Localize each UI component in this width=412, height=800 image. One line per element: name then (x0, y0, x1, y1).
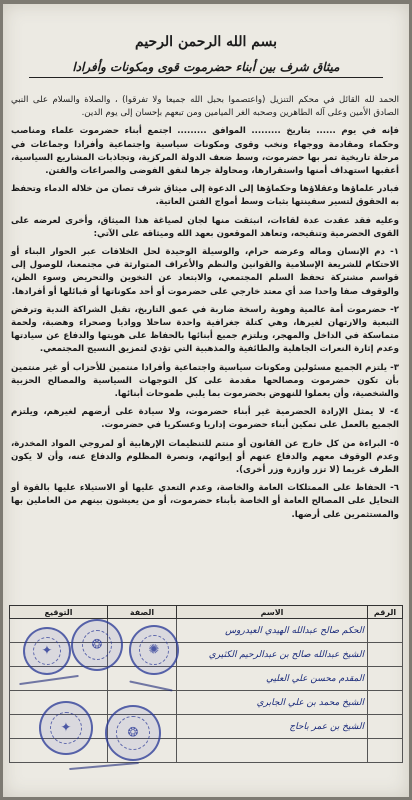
row-number (368, 643, 403, 667)
row-number (368, 739, 403, 763)
row-number (368, 667, 403, 691)
header-name: الاسم (177, 606, 368, 619)
row-name: المقدم محسن علي العليي (177, 667, 368, 691)
table-row (10, 667, 403, 691)
official-stamp-1 (23, 627, 71, 675)
signature-area (9, 605, 403, 795)
initiative-paragraph: فبادر علماؤها وعقلاؤها وحكماؤها إلى الدعوة إلى ميثاق شرف تصان من خلاله الدماء وتحفظ به الحقوق لتسير سفينتها بثبات وسط أمواج الفتن العاتية. (11, 184, 399, 208)
signature-table-header (10, 606, 403, 619)
charter-document (3, 4, 409, 797)
article-6: ٦- الحفاظ على الممتلكات العامة والخاصة، وعدم التعدي عليها أو الاستيلاء عليها بالقوة أو التحايل على المصالح العامة أو الخاصة بأبناء حضرموت، أو من يعيشون بينهم من العاملين بها والمستثمرين على أرضها. (11, 483, 399, 520)
article-3: ٣- يلتزم الجميع مسئولين ومكونات سياسية واجتماعية وأفرادا منتمين للأحزاب أو غير منتمين بأن تكون حضرموت ومصالحها مقدمة على كل التوجهات السياسية والمصالح الحزبية والشخصية، وأن يعملوا للنهوض بحضرموت بما يلبي طموحات أبنائها. (11, 362, 399, 400)
emblem-icon: ❂ (127, 725, 139, 741)
row-name: الشيخ محمد بن علي الجابري (177, 691, 368, 715)
article-4: ٤- لا يمثل الإرادة الحضرمية غير أبناء حضرموت، ولا سيادة على أرضهم لغيرهم، ويلتزم الجميع بالعمل على تمكين أبناء حضرموت إداريا وعسكريا في حضرموت. (11, 407, 399, 431)
preamble-paragraph: الحمد لله القائل في محكم التنزيل (واعتصموا بحبل الله جميعا ولا تفرقوا) ، والصلاة والسلام على النبي الصادق الأمين وعلى آله الطاهرين وصحبه الغر الميامين ومن تبعهم بإحسان إلى يوم الدين. (11, 95, 399, 119)
document-title: ميثاق شرف بين أبناء حضرموت قوى ومكونات وأفرادا (29, 60, 383, 78)
row-name: الحكم صالح عبدالله الهيدي العيدروس (177, 619, 368, 643)
row-number (368, 619, 403, 643)
row-name (177, 739, 368, 763)
row-name: الشيخ عبدالله صالح بن عبدالرحيم الكثيري (177, 643, 368, 667)
emblem-icon: ❂ (91, 637, 103, 653)
header-signature: التوقيع (10, 606, 108, 619)
basmala-heading: بسم الله الرحمن الرحيم (135, 34, 277, 50)
meeting-paragraph: فإنه في يوم ...... بتاريخ ......... الموافق ......... اجتمع أبناء حضرموت علماء ومناصب وحكماء ومقادمة ووجهاء ونخب وقوى ومكونات سياسية واجتماعية وأفرادا وجماعات في مرحلة تاريخية تمر بها حضرموت، وسط ضعف الدولة المركزية، وتجاذبات المشاريع السياسية، أعقبها استهداف أمنها واستقرارها، ومحاولة جرها لنفق الفوضى والصراعات والفتن. (11, 126, 399, 177)
official-stamp-2 (71, 619, 123, 671)
article-2: ٢- حضرموت أمة عالمية وهوية راسخة ضاربة في عمق التاريخ، تقبل الشراكة الندية وترفض التبعية والارتهان لغيرها، وهي كتلة جغرافية واحدة ساحلا وواديا وصحراء وهضبة، ولحمة متماسكة في الداخل والمهجر، ويلتزم جميع أبنائها بالحفاظ على هويتها والدفاع عن سيادتها وعدم إثارة النعرات الجاهلية والطائفية والمذهبية التي تؤدي لتمزيق النسيج المجتمعي. (11, 304, 399, 355)
table-row (10, 619, 403, 643)
row-number (368, 691, 403, 715)
header-role: الصفة (108, 606, 177, 619)
signature-mark (69, 762, 139, 770)
emblem-icon: ✦ (60, 720, 72, 736)
document-body (3, 94, 409, 522)
header-number: الرقم (368, 606, 403, 619)
row-number (368, 715, 403, 739)
official-stamp-4 (39, 701, 93, 755)
article-5: ٥- البراءة من كل خارج عن القانون أو منتم للتنظيمات الإرهابية أو لمروجي المواد المخدرة، وعدم الوقوف معهم والدفاع عنهم أو إيوائهم، ونصرة المظلوم والدفاع عنه، وأن لا يكون الطرف غريما (لا تزر وازرة وزر أخرى). (11, 438, 399, 476)
official-stamp-5 (105, 705, 161, 761)
emblem-icon: ✺ (148, 642, 160, 658)
official-stamp-3 (129, 625, 179, 675)
agreement-intro-paragraph: وعليه فقد عقدت عدة لقاءات، انبثقت منها لجان لصياغة هذا الميثاق، وأخرى لعرضه على القوى الحضرمية وتنقيحه، وتعاهد الموقعون بعهد الله وميثاقه على الآتي: (11, 215, 399, 239)
emblem-icon: ✦ (41, 643, 53, 659)
article-1: ١- دم الإنسان وماله وعرضه حرام، والوسيلة الوحيدة لحل الخلافات عبر الحوار البناء أو الاحتكام للشريعة الإسلامية والقوانين والنظم والأعراف المتوارثة في مجتمعنا، للوصول إلى قواسم مشتركة تحفظ السلم المجتمعي، والابتعاد عن التخوين والتحريض وسوء الظن، والوقوف صفا واحدا ضد أي معتد خارجي على حضرموت أو أحد مكوناتها أو قبائلها أو أفرادها. (11, 247, 399, 297)
row-name: الشيخ بن عمر باحاج (177, 715, 368, 739)
